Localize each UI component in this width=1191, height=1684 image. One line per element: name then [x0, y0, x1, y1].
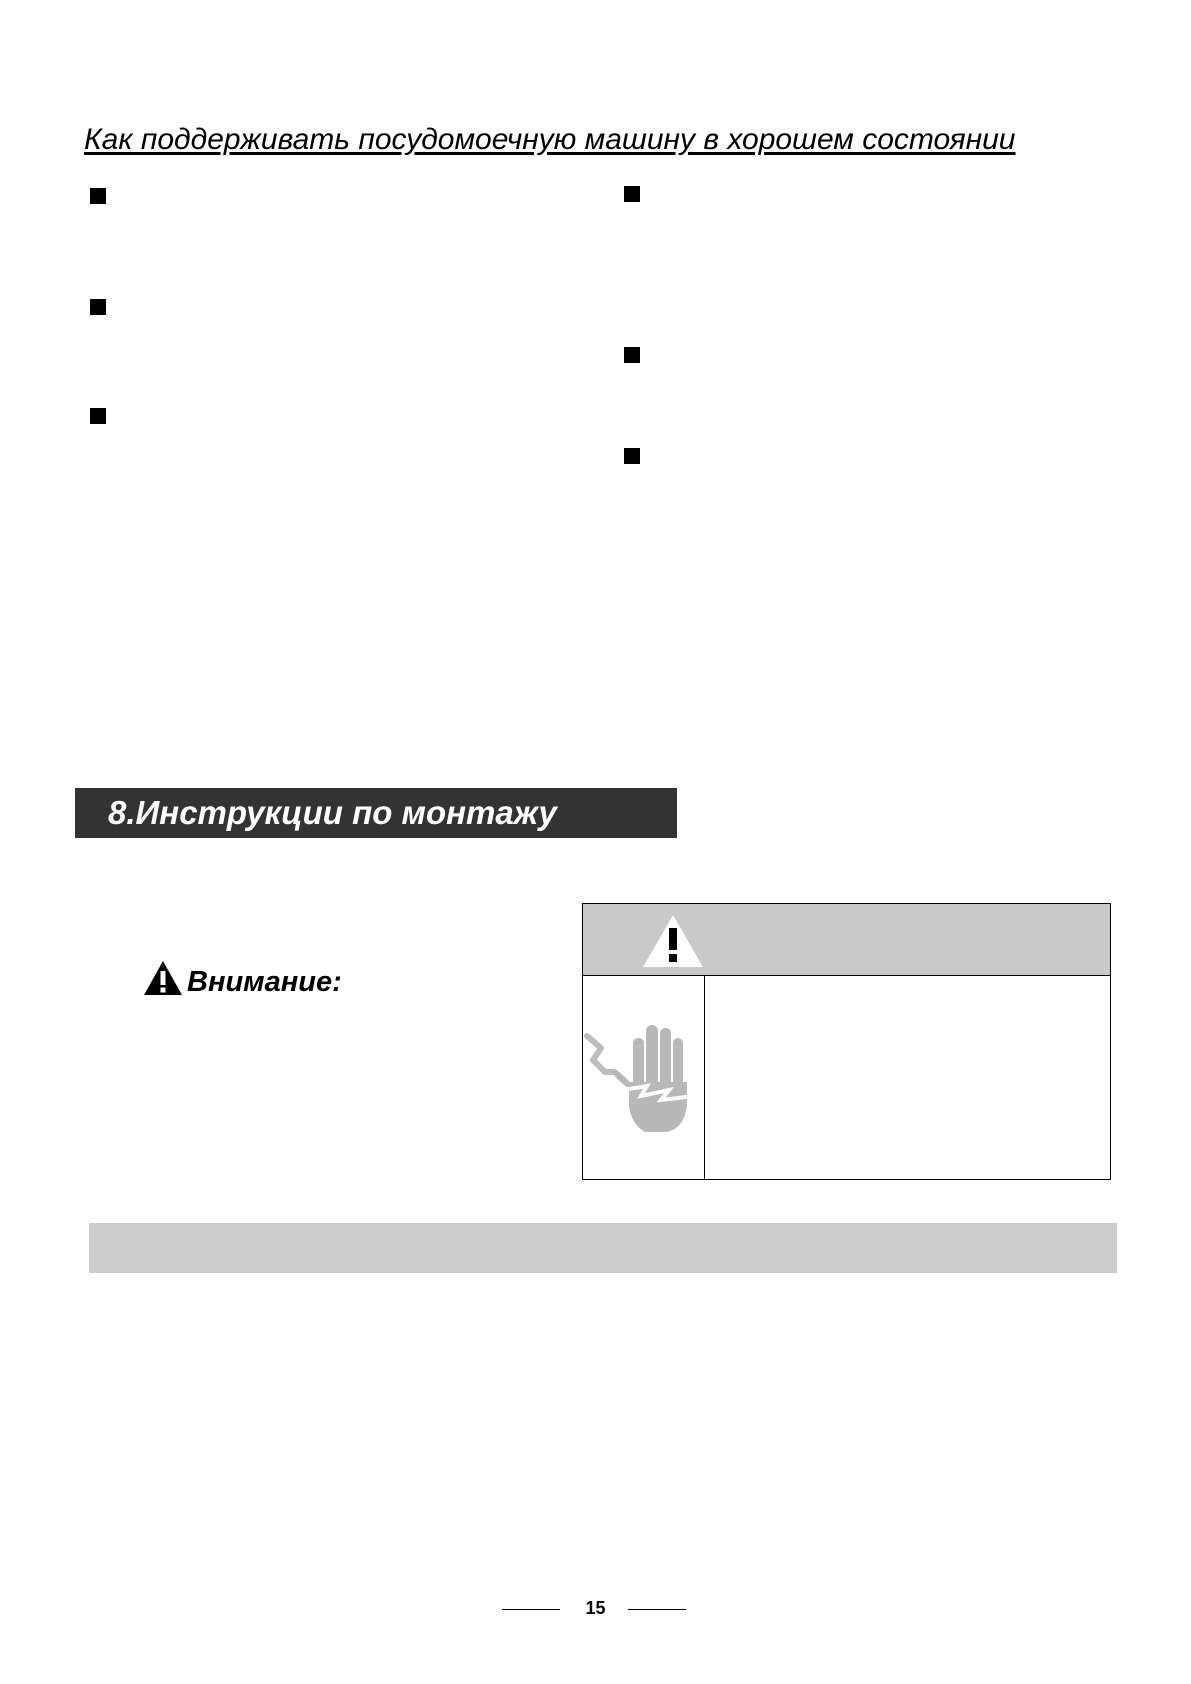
warning-box-header [583, 904, 1110, 976]
electric-shock-hand-icon [583, 1020, 703, 1140]
bullet-right-2 [624, 347, 640, 363]
section-title: 8.Инструкции по монтажу [108, 794, 557, 831]
bullet-left-2 [90, 299, 106, 315]
bullet-right-3 [624, 448, 640, 464]
grey-highlight-bar [89, 1223, 1117, 1273]
bullet-left-3 [90, 408, 106, 424]
page-heading: Как поддерживать посудомоечную машину в хорошем состоянии [84, 123, 1016, 156]
page-number-line-right [628, 1609, 686, 1610]
warning-box [582, 903, 1111, 1180]
exclamation-triangle-icon [642, 914, 704, 973]
bullet-left-1 [90, 188, 106, 204]
warning-box-divider [704, 975, 705, 1179]
attention-text: Внимание: [187, 965, 342, 998]
attention-label [143, 964, 342, 1000]
page-number: 15 [585, 1598, 606, 1618]
warning-triangle-icon [143, 960, 187, 1004]
bullet-right-1 [624, 186, 640, 202]
